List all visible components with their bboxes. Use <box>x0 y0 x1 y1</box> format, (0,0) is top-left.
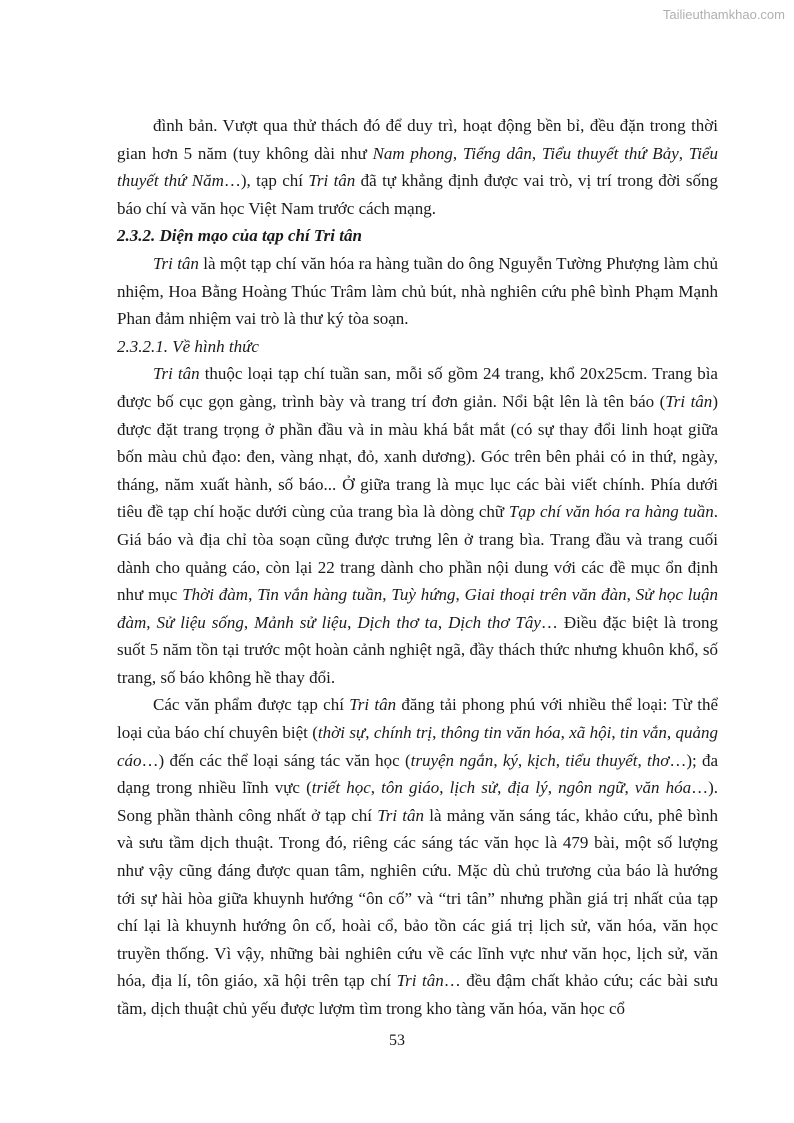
italic-text: thơ <box>647 750 670 770</box>
italic-text: Sử liệu sống <box>156 612 244 632</box>
italic-text: kịch <box>527 750 556 770</box>
text-run: , <box>531 143 542 163</box>
italic-text: Thời đàm <box>182 585 249 605</box>
text-run: , <box>637 750 648 770</box>
paragraph-continuation <box>117 112 718 222</box>
italic-text: quảng cáo <box>117 723 719 770</box>
italic-text: địa lý <box>507 778 548 798</box>
text-run: , <box>560 723 570 743</box>
italic-text: Tuỳ hứng <box>391 585 456 605</box>
text-run: , <box>455 585 465 605</box>
italic-text: ký <box>502 750 518 770</box>
text-run: thuộc loại tạp chí tuần san, mỗi số gồm 24 trang, khổ 20x25cm. Trang bìa được bố cục gọn gàng, trình bày và trang trí đơn giản. Nổi bật lên là tên báo ( <box>117 364 718 411</box>
text-run: là một tạp chí văn hóa ra hàng tuần do ông Nguyễn Tường Phượng làm chủ nhiệm, Hoa Bằng Hoàng Thúc Trâm làm chủ bút, nhà nghiên cứu phê bình Phạm Mạnh Phan đảm nhiệm vai trò là thư ký tòa soạn. <box>117 253 718 329</box>
paragraph-genres <box>117 691 718 1022</box>
italic-text: văn hóa <box>634 778 692 798</box>
text-run: …) đến các thể loại sáng tác văn học ( <box>141 750 411 770</box>
italic-text: Dịch thơ ta <box>357 612 438 632</box>
page-body <box>117 112 718 1023</box>
text-run: , <box>439 778 450 798</box>
text-run: ) được đặt trang trọng ở phần đầu và in màu khá bắt mắt (có sự thay đổi linh hoạt giữa bốn màu chủ đạo: đen, vàng nhạt, đỏ, xanh dương). Góc trên bên phải có in thứ, ngày, tháng, năm xuất hành, số báo... Ở giữa trang là mục lục các bài viết chính. Phía dưới tiêu đề tạp chí hoặc dưới cùng của trang bìa là dòng chữ <box>117 391 718 522</box>
paragraph-form <box>117 360 718 691</box>
page-number: 53 <box>389 1032 405 1049</box>
text-run: , <box>547 778 559 798</box>
text-run: , <box>452 143 463 163</box>
text-run: , <box>611 723 621 743</box>
text-run: , <box>365 723 374 743</box>
italic-text: Tri tân <box>377 805 425 825</box>
italic-text: tiểu thuyết <box>565 750 638 770</box>
text-run: , <box>624 778 635 798</box>
italic-text: chính trị <box>373 723 433 743</box>
text-run: … đều đậm chất khảo cứu; các bài sưu tầm, dịch thuật chủ yếu được lượm tìm trong kho tàng văn hóa, văn học cổ <box>117 971 718 1018</box>
watermark: Tailieuthamkhao.com <box>662 7 785 22</box>
text-run: , <box>666 723 676 743</box>
text-run: Các văn phẩm được tạp chí <box>153 695 350 715</box>
text-run: , <box>432 723 441 743</box>
text-run: , <box>678 143 689 163</box>
text-run: . Giá báo và địa chỉ tòa soạn cũng được trưng lên ở trang bìa. Trang đầu và trang cuối dành cho quảng cáo, còn lại 22 trang dành cho phần nội dung với các đề mục ổn định như mục <box>117 502 718 605</box>
text-run: , <box>347 612 358 632</box>
text-run: , <box>517 750 528 770</box>
text-run: , <box>497 778 508 798</box>
italic-text: Tiểu thuyết thứ Bảy <box>541 143 679 163</box>
italic-text: Giai thoại trên văn đàn <box>464 585 627 605</box>
text-run: , <box>243 612 255 632</box>
text-run: , <box>382 585 392 605</box>
italic-text: Tri tân <box>153 364 200 384</box>
italic-text: Sử học luận đàm <box>117 585 719 632</box>
text-run: … Điều đặc biệt là trong suốt 5 năm tồn tại trước một hoàn cảnh nghiệt ngã, đầy thách thức nhưng khuôn khổ, số trang, số báo không hề thay đổi. <box>117 612 719 687</box>
text-run: đăng tải phong phú với nhiều thể loại: Từ thể loại của báo chí chuyên biệt ( <box>117 695 719 743</box>
italic-text: Tri tân <box>308 171 356 191</box>
italic-text: tin vắn <box>620 723 667 743</box>
italic-text: ngôn ngữ <box>558 778 625 798</box>
italic-text: lịch sử <box>449 778 498 798</box>
italic-text: truyện ngắn <box>410 750 494 770</box>
text-run: , <box>146 612 157 632</box>
text-run: , <box>493 750 503 770</box>
paragraph-tri-tan-overview <box>117 250 718 333</box>
text-run: , <box>555 750 566 770</box>
text-run: , <box>437 612 449 632</box>
text-run: , <box>626 585 636 605</box>
italic-text: Mảnh sử liệu <box>254 612 348 632</box>
italic-text: Tiếng dân <box>462 143 532 163</box>
section-heading-2-3-2: 2.3.2. Diện mạo của tạp chí Tri tân <box>117 226 362 246</box>
text-run: đã tự khẳng định được vai trò, vị trí trong đời sống báo chí và văn học Việt Nam trước cách mạng. <box>117 171 718 218</box>
italic-text: thời sự <box>317 723 366 743</box>
text-run: …); đa dạng trong nhiều lĩnh vực ( <box>117 750 718 798</box>
italic-text: Dịch thơ Tây <box>448 612 541 632</box>
text-run: đình bản. Vượt qua thử thách đó để duy trì, hoạt động bền bỉ, đều đặn trong thời gian hơn 5 năm (tuy không dài như <box>117 116 718 163</box>
italic-text: Tạp chí văn hóa ra hàng tuần <box>508 502 714 522</box>
italic-text: thông tin văn hóa <box>440 723 561 743</box>
text-run: là mảng văn sáng tác, khảo cứu, phê bình và sưu tầm dịch thuật. Trong đó, riêng các sáng tác văn học là 479 bài, một số lượng như vậy cũng đáng được quan tâm, nghiên cứu. Mặc dù chủ trương của báo là hướng tới sự hài hòa giữa khuynh hướng “ôn cố” và “tri tân” nhưng phần giá trị nhất của tạp chí lại là khuynh hướng ôn cố, hoài cổ, bảo tồn các giá trị lịch sử, văn hóa, văn học truyền thống. Vì vậy, những bài nghiên cứu về các lĩnh vực như văn học, lịch sử, văn hóa, địa lí, tôn giáo, xã hội trên tạp chí <box>117 805 718 991</box>
italic-text: tôn giáo <box>381 778 440 798</box>
italic-text: Tin vắn hàng tuần <box>257 585 383 605</box>
italic-text: Tri tân <box>396 971 444 991</box>
italic-text: triết học <box>311 778 371 798</box>
italic-text: Tri tân <box>349 695 397 715</box>
italic-text: xã hội <box>569 723 612 743</box>
text-run: …), tạp chí <box>223 171 309 191</box>
text-run: …). Song phần thành công nhất ở tạp chí <box>117 778 719 825</box>
italic-text: Nam phong <box>372 143 453 163</box>
italic-text: Tri tân <box>153 253 199 273</box>
italic-text: Tri tân <box>665 391 713 411</box>
italic-text: Tiểu thuyết thứ Năm <box>117 143 719 191</box>
text-run: , <box>370 778 382 798</box>
text-run: , <box>248 585 258 605</box>
subsection-heading-2-3-2-1: 2.3.2.1. Về hình thức <box>117 336 259 356</box>
